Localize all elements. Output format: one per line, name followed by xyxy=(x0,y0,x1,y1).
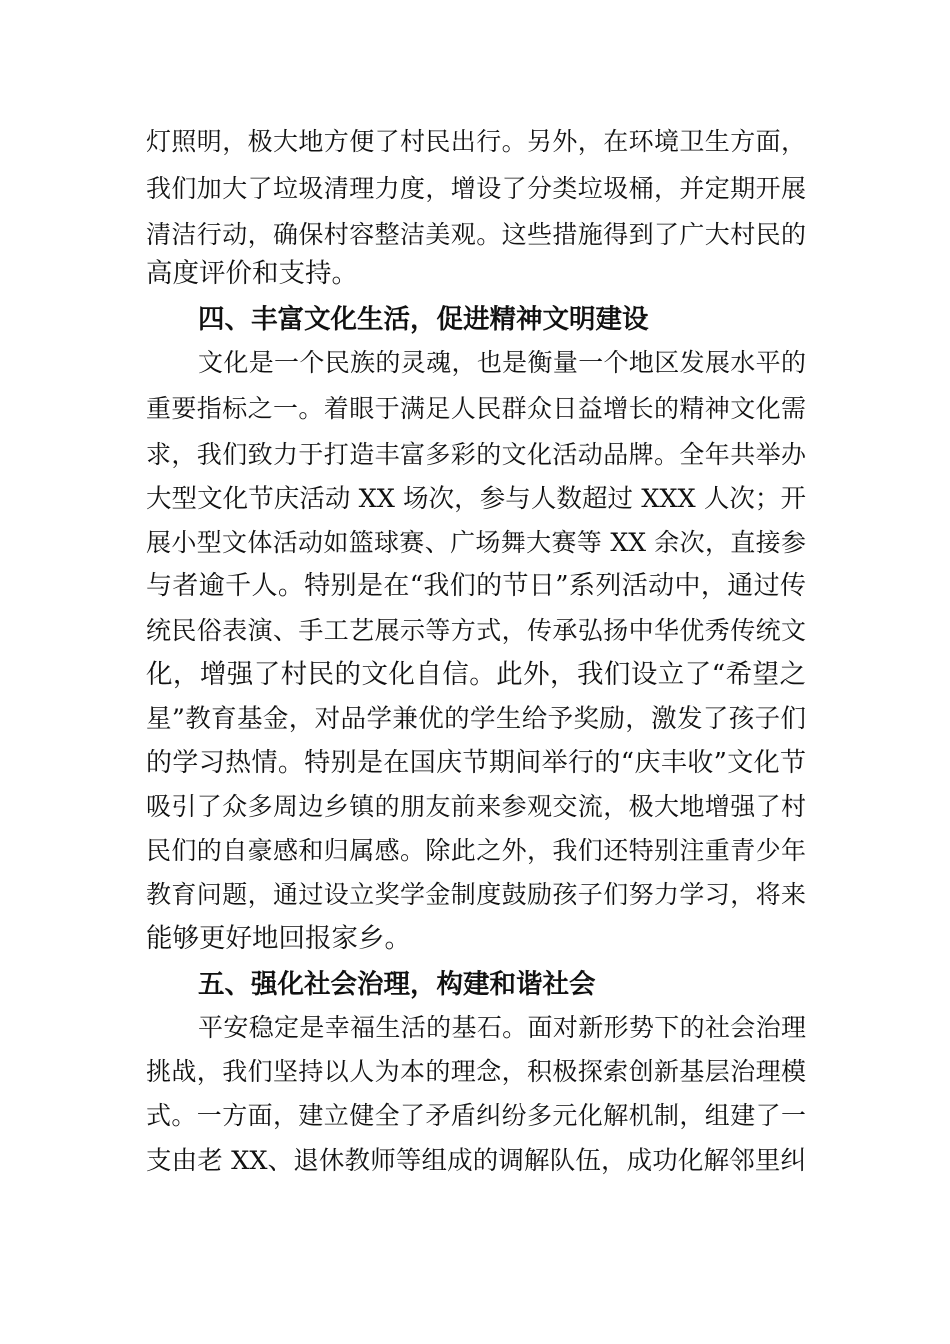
paragraph-line: 我们加大了垃圾清理力度，增设了分类垃圾桶，并定期开展 xyxy=(146,174,806,203)
paragraph-line: 化，增强了村民的文化自信。此外，我们设立了“希望之 xyxy=(146,659,806,690)
paragraph-line: 统民俗表演、手工艺展示等方式，传承弘扬中华优秀传统文 xyxy=(146,616,806,645)
paragraph-line: 星”教育基金，对品学兼优的学生给予奖励，激发了孩子们 xyxy=(146,704,806,734)
paragraph-line: 平安稳定是幸福生活的基石。面对新形势下的社会治理 xyxy=(198,1013,806,1042)
paragraph-line: 民们的自豪感和归属感。除此之外，我们还特别注重青少年 xyxy=(146,836,806,865)
paragraph-line: 文化是一个民族的灵魂，也是衡量一个地区发展水平的 xyxy=(198,348,806,377)
paragraph-line: 能够更好地回报家乡。 xyxy=(146,923,411,954)
paragraph-line: 高度评价和支持。 xyxy=(146,258,358,289)
section-heading: 四、丰富文化生活，促进精神文明建设 xyxy=(198,304,649,335)
paragraph-line: 吸引了众多周边乡镇的朋友前来参观交流，极大地增强了村 xyxy=(146,792,806,821)
paragraph-line: 的学习热情。特别是在国庆节期间举行的“庆丰收”文化节 xyxy=(146,748,806,778)
paragraph-line: 式。一方面，建立健全了矛盾纠纷多元化解机制，组建了一 xyxy=(146,1101,806,1130)
paragraph-line: 大型文化节庆活动 XX 场次，参与人数超过 XXX 人次；开 xyxy=(146,484,806,514)
paragraph-line: 清洁行动，确保村容整洁美观。这些措施得到了广大村民的 xyxy=(146,220,806,249)
paragraph-line: 挑战，我们坚持以人为本的理念，积极探索创新基层治理模 xyxy=(146,1057,806,1086)
paragraph-line: 灯照明，极大地方便了村民出行。另外，在环境卫生方面， xyxy=(146,127,806,156)
paragraph-line: 教育问题，通过设立奖学金制度鼓励孩子们努力学习，将来 xyxy=(146,880,806,909)
paragraph-line: 与者逾千人。特别是在“我们的节日”系列活动中，通过传 xyxy=(146,571,806,601)
section-heading: 五、强化社会治理，构建和谐社会 xyxy=(198,969,596,1000)
paragraph-line: 展小型文体活动如篮球赛、广场舞大赛等 XX 余次，直接参 xyxy=(146,528,806,557)
paragraph-line: 支由老 XX、退休教师等组成的调解队伍，成功化解邻里纠 xyxy=(146,1146,806,1176)
paragraph-line: 求，我们致力于打造丰富多彩的文化活动品牌。全年共举办 xyxy=(146,440,806,469)
paragraph-line: 重要指标之一。着眼于满足人民群众日益增长的精神文化需 xyxy=(146,394,806,423)
